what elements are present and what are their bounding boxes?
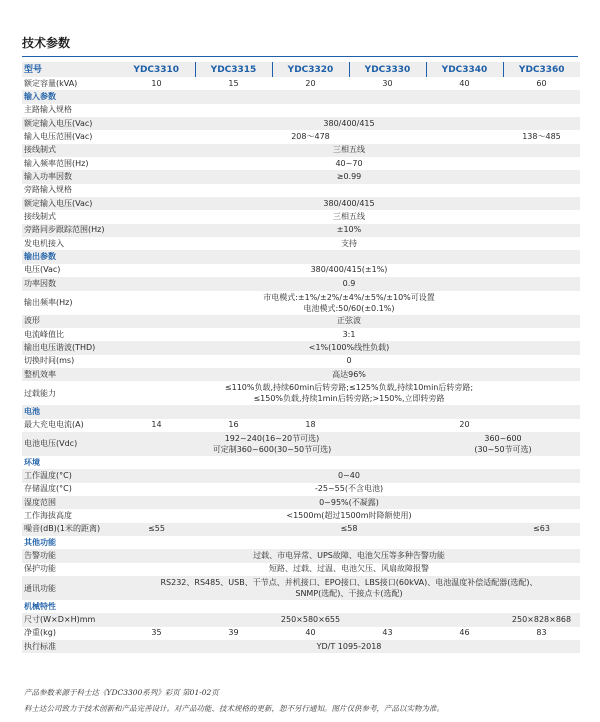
section-header [22, 600, 580, 613]
cell: 0~40 [118, 469, 580, 482]
table-row [22, 184, 580, 197]
cell: 16 [228, 420, 239, 430]
subsection-title: 主路输入规格 [24, 105, 72, 115]
row-label: 接线制式 [24, 212, 56, 222]
table-row [22, 291, 580, 315]
cell: 20 [459, 420, 470, 430]
cell: 三相五线 [118, 144, 580, 157]
table-row [22, 197, 580, 210]
cell: 支持 [341, 238, 357, 248]
cell: 0 [346, 356, 352, 366]
table-row [22, 157, 580, 170]
table-row [22, 523, 580, 536]
cell-line: ≤110%负载,持续60min后转旁路;≤125%负载,持续10min后转旁路; [224, 383, 474, 393]
row-label: 发电机接入 [24, 238, 64, 248]
model-col: YDC3360 [503, 62, 580, 77]
section-title: 电池 [22, 405, 580, 418]
cell: 30 [382, 78, 393, 88]
cell: 35 [151, 628, 162, 638]
table-row [22, 144, 580, 157]
cell: 380/400/415 [118, 117, 580, 130]
row-label: 输出电压谐波(THD) [22, 341, 118, 354]
cell: ≤63 [503, 523, 580, 536]
table-row [22, 613, 580, 626]
table-row [22, 341, 580, 354]
row-label: 输出频率(Hz) [24, 298, 73, 307]
section-title: 其他功能 [24, 537, 56, 547]
row-label: 波形 [22, 315, 118, 328]
cell [118, 576, 580, 600]
cell: 208～478 [291, 132, 330, 142]
cell: 0.9 [118, 277, 580, 290]
model-col: YDC3315 [195, 62, 272, 77]
row-label: 额定容量(kVA) [24, 78, 78, 88]
table-row [22, 549, 580, 562]
table-row [22, 368, 580, 381]
row-label: 输入电压范围(Vac) [24, 132, 93, 142]
cell: 三相五线 [333, 212, 365, 222]
table-row [22, 640, 580, 653]
row-label: 旁路同步跟踪范围(Hz) [22, 224, 118, 237]
row-label: 净重(kg) [24, 628, 56, 638]
cell: 20 [305, 78, 316, 88]
cell [118, 291, 580, 315]
cell: ±10% [118, 224, 580, 237]
row-label: 告警功能 [22, 549, 118, 562]
cell: 15 [228, 78, 239, 88]
cell-line: ≤150%负载,持续1min后转旁路;>150%,立即转旁路 [253, 394, 445, 404]
cell: <1500m(超过1500m时降额使用) [286, 510, 412, 520]
cell: 40 [459, 78, 470, 88]
row-label: 电压(Vac) [24, 265, 61, 275]
table-row [22, 210, 580, 223]
table-row [22, 381, 580, 405]
cell: 正弦波 [118, 315, 580, 328]
table-row [22, 627, 580, 640]
row-label: 输入功率因数 [22, 170, 118, 183]
row-label: 噪音(dB)(1米的距离) [22, 523, 118, 536]
table-row [22, 315, 580, 328]
section-title: 输入参数 [22, 90, 580, 103]
cell [118, 432, 426, 456]
section-header [22, 405, 580, 418]
row-label: 执行标准 [22, 640, 118, 653]
model-col: YDC3340 [426, 62, 503, 77]
cell: ≤55 [118, 523, 195, 536]
table-row [22, 237, 580, 250]
cell-line: 可定制360~600(30~50节可选) [212, 444, 332, 454]
cell: 43 [382, 628, 393, 638]
cell-line: 市电模式:±1%/±2%/±4%/±5%/±10%可设置 [263, 292, 435, 302]
row-label: 最大充电电流(A) [24, 420, 84, 430]
row-label: 工作温度(°C) [22, 469, 118, 482]
row-label: 电池电压(Vdc) [22, 432, 118, 456]
table-row [22, 117, 580, 130]
cell-line: RS232、RS485、USB、干节点、并机接口、EPO接口、LBS接口(60kVA)、电池温度补偿适配器(选配)、 [160, 578, 538, 587]
cell: 10 [151, 78, 162, 88]
row-label: 额定输入电压(Vac) [22, 197, 118, 210]
cell: 40 [305, 628, 316, 638]
row-label: 电流峰值比 [24, 329, 64, 339]
title-divider [22, 56, 578, 57]
cell: 14 [151, 420, 162, 430]
cell: 18 [305, 420, 316, 430]
cell-line: 电池模式:50/60(±0.1%) [303, 303, 395, 313]
row-label: 额定输入电压(Vac) [22, 117, 118, 130]
cell: ≥0.99 [118, 170, 580, 183]
row-label: 工作海拔高度 [24, 510, 72, 520]
row-label: 过载能力 [24, 388, 56, 398]
row-label: 保护功能 [24, 564, 56, 574]
cell: 3:1 [342, 329, 356, 339]
table-row [22, 224, 580, 237]
table-row [22, 264, 580, 277]
table-row [22, 355, 580, 368]
table-row [22, 496, 580, 509]
spec-table [22, 62, 580, 653]
cell: 380/400/415(±1%) [310, 265, 388, 275]
row-label: 整机效率 [22, 368, 118, 381]
cell: 40~70 [335, 158, 363, 168]
table-row [22, 563, 580, 576]
model-col: YDC3330 [349, 62, 426, 77]
section-header [22, 250, 580, 263]
cell: 短路、过载、过温、电池欠压、风扇故障报警 [269, 564, 429, 574]
cell: 250×828×868 [503, 613, 580, 626]
table-header-row [22, 62, 580, 77]
table-row [22, 130, 580, 143]
section-header [22, 536, 580, 549]
row-label: 通讯功能 [22, 576, 118, 600]
cell: ≤58 [195, 523, 503, 536]
cell: 46 [459, 628, 470, 638]
row-label: 接线制式 [22, 144, 118, 157]
section-title: 机械特性 [24, 601, 56, 611]
table-row [22, 104, 580, 117]
table-row [22, 483, 580, 496]
table-row [22, 509, 580, 522]
cell: 过载、市电异常、UPS故障、电池欠压等多种告警功能 [118, 549, 580, 562]
cell: 250×580×655 [118, 613, 503, 626]
cell: 380/400/415 [118, 197, 580, 210]
cell [426, 432, 580, 456]
table-row [22, 77, 580, 90]
table-row [22, 432, 580, 456]
cell-line: 192~240(16~20节可选) [224, 433, 320, 443]
table-row [22, 170, 580, 183]
cell: -25~55(不含电池) [314, 484, 384, 494]
cell: 138～485 [522, 132, 561, 142]
cell-line: 360~600 [484, 433, 522, 443]
cell: 0~95%(不凝露) [118, 496, 580, 509]
cell: 39 [228, 628, 239, 638]
section-header [22, 90, 580, 103]
row-label: 尺寸(W×D×H)mm [22, 613, 118, 626]
cell-line: (30~50节可选) [474, 444, 532, 454]
cell [118, 381, 580, 405]
row-label: 输入频率范围(Hz) [24, 158, 89, 168]
footnote-disclaimer: 科士达公司致力于技术创新和产品完善设计。对产品功能、技术规格的更新，恕不另行通知。图片仅供参考，产品以实物为准。 [24, 704, 444, 713]
cell-line: SNMP(选配)、干接点卡(选配) [295, 589, 403, 598]
row-label: 存储温度(°C) [24, 484, 72, 494]
table-row [22, 576, 580, 600]
subsection-title: 旁路输入规格 [24, 185, 72, 195]
section-header [22, 456, 580, 469]
row-label: 切换时间(ms) [24, 356, 75, 366]
table-row [22, 419, 580, 432]
cell: YD/T 1095-2018 [118, 640, 580, 653]
cell: <1%(100%线性负载) [118, 341, 580, 354]
table-row [22, 277, 580, 290]
table-row [22, 469, 580, 482]
page-title: 技术参数 [22, 36, 71, 50]
cell: 高达96% [118, 368, 580, 381]
model-col: YDC3310 [118, 62, 195, 77]
table-row [22, 328, 580, 341]
row-label: 功率因数 [22, 277, 118, 290]
footnote-source: 产品参数来源于科士达《YDC3300系列》彩页 第01-02页 [24, 688, 219, 697]
row-label: 湿度范围 [22, 496, 118, 509]
model-col: YDC3320 [272, 62, 349, 77]
cell: 60 [536, 78, 547, 88]
section-title: 输出参数 [22, 250, 580, 263]
section-title: 环境 [24, 457, 40, 467]
cell: 83 [536, 628, 547, 638]
model-header-label: 型号 [22, 62, 118, 77]
